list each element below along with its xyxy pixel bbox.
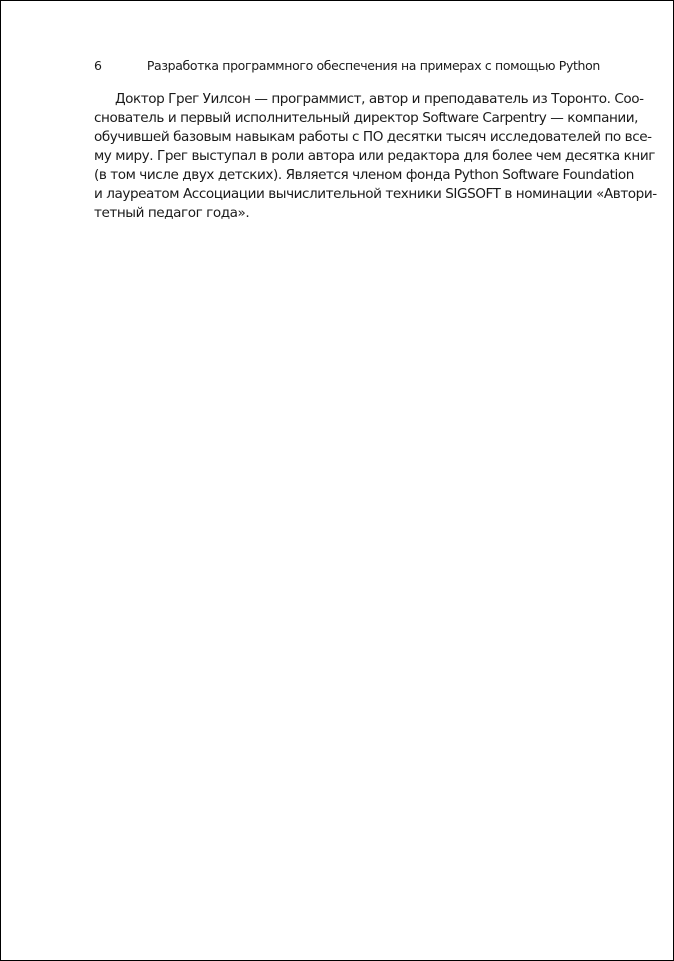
paragraph-line: тетный педагог года». xyxy=(94,205,250,221)
paragraph-line: и лауреатом Ассоциации вычислительной техники SIGSOFT в номинации «Автори- xyxy=(94,186,657,202)
paragraph-line: му миру. Грег выступал в роли автора или редактора для более чем десятка книг xyxy=(94,148,655,164)
running-header-title: Разработка программного обеспечения на примерах с помощью Python xyxy=(146,58,600,73)
paragraph-line: снователь и первый исполнительный директор Software Carpentry — компании, xyxy=(94,110,639,126)
page-number: 6 xyxy=(94,58,102,73)
paragraph-line: обучившей базовым навыкам работы с ПО десятки тысяч исследователей по все- xyxy=(94,129,652,145)
author-bio-paragraph xyxy=(94,90,657,223)
paragraph-line: Доктор Грег Уилсон — программист, автор и преподаватель из Торонто. Соо- xyxy=(115,91,644,107)
paragraph-line: (в том числе двух детских). Является членом фонда Python Software Foundation xyxy=(94,167,634,183)
